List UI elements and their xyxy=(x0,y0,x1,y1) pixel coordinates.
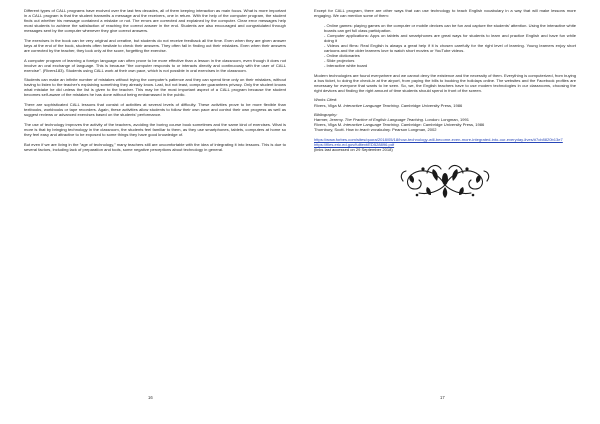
bibliography-entry-harmer: Harmer, Jeremy. The Practice of English Language Teaching. London: Longman, 1991 xyxy=(314,117,470,123)
link-forbes[interactable]: https://www.forbes.com/sites/quora/2018/05/18/how-technology-will-become-even-more-integrated-into-our-everyday-lives/#7cb8820b13e7 xyxy=(314,136,563,142)
links-accessed-note: (links last accessed on 29 September 2018) xyxy=(314,147,393,153)
paragraph-book-exercises: The exercises in the book can be very original and creative, but students do not receive feedback all the time. Even when they are given answer keys at the end of the book, students often hesitate to check their answers. They often fail in finding out their mistakes. Even when their answers are corrected by the teacher, they look only at the score, forgetting the exercise. xyxy=(24,37,286,53)
ornament-container xyxy=(314,157,576,201)
link-eric[interactable]: https://files.eric.ed.gov/fulltext/ED528896.pdf xyxy=(314,142,395,147)
list-item-slide-projectors: - Slide projectors xyxy=(324,58,355,64)
bibliography-entry-thornbury: Thornbury, Scott. How to teach vocabulary. Pearson Longman, 2002 xyxy=(314,127,437,133)
paragraph-computer-effective: A computer program of learning a foreign language can often prove to be more effective than a lesson in the classroom, even though it does not involve an oral exchange of language. This is because "the computer responds to or interacts directly and continuously with the user of CALL exercise". (Rivers183). Students using CALL work at their own pace, which is not possible in oral exercises in the classroom. xyxy=(24,57,286,73)
bibliography-entry-rivers: Rivers, Vilga M. Interactive Language Teaching. Cambridge: Cambridge University Press, 1986 xyxy=(314,122,485,128)
paragraph-technology-use: The use of technology improves the activity of the teachers, avoiding the boring course book sometimes and the same kind of exercises. What is more is that by bringing technology in the classroom, the students feel familiar to them, as they use smartphones, tablets, computers at home so they feel easy and attractive to be exposed to some things they have good knowledge of. xyxy=(24,121,286,137)
decorative-floral-scroll-icon xyxy=(397,157,493,201)
works-cited-entry: Rivers, Vilga M. Interactive Language Teaching. Cambridge University Press, 1986 xyxy=(314,102,463,108)
works-cited-heading: Works Cited: xyxy=(314,97,338,103)
page-number-right: 17 xyxy=(440,395,445,400)
bibliography-heading: Bibliography: xyxy=(314,112,338,118)
paragraph-age-of-technology: But even if we are living in the "age of technology," many teachers still are uncomfortable with the idea of integrating it into lessons. This is due to several factors, including lack of preparation and tools, some negative perceptions about technology in general. xyxy=(24,141,286,152)
right-page xyxy=(300,0,600,424)
paragraph-modern-technologies: Modern technologies are found everywhere and we cannot deny the existence and the necessity of them. Everything is computerized, from buying a bus ticket, to doing the check-in at the airport, from paying the bills to booking the holidays online. The websites and the Facebook profiles are necessary for everyone that wants to be seen. So, we, the English teachers have to use modern technologies in our classrooms, choosing the right devices and finding the right amount of time students should spend in front of the screen. xyxy=(314,72,576,93)
paragraph-mistakes-privacy: Students can make an infinite number of mistakes without trying the computer's patience and they can spend time only on their mistakes, without having to listen to the teacher's explaining something they already know. Last, but not least, computer guarantees privacy. Only the student knows what mistake he did unless the list is given to the teacher. This may be the most important aspect of a CALL program because the student becomes self-aware of the mistakes he has done without being embarrassed in the public. xyxy=(24,77,286,98)
list-item-interactive-whiteboard: - Interactive white board xyxy=(324,63,368,69)
paragraph-call-programs: Different types of CALL programs have evolved over the last few decades, all of them keeping interaction as main focus. What is more important in a CALL program is that the student transmits a message and the receivers, one in return. With the help of the computer program, the student finds out whether his message contained a mistake or not. The errors are corrected and explained by the computer. Clear error messages help most students to achieve the satisfaction of reaching the correct answer in the end. Students are also encouraged and congratulated through messages sent by the computer whenever they give correct answers. xyxy=(24,8,286,34)
paragraph-sophisticated-lessons: There are sophisticated CALL lessons that consist of activities at several levels of difficulty. These activities prove to be more flexible than textbooks, workbooks or tape recorders. Again, these activities allow students to follow their own pace and control their own progress as well as suggest reviews or advanced exercises based on the students' performance. xyxy=(24,102,286,118)
list-item-online-dictionaries: - Online dictionaries xyxy=(324,52,360,58)
paragraph-other-ways: Except for CALL program, there are other ways that can use technology to teach English vocabulary in a way that will make lessons more engaging. We can mention some of them: xyxy=(314,8,576,19)
page-number-left: 16 xyxy=(148,395,153,400)
list-item-online-games: - Online games: playing games on the computer or mobile devices can be fun and capture the students' attention. Using the interactive white boards can get full class participation. xyxy=(324,22,576,33)
list-item-computer-apps: - Computer applications: Apps on tablets and smartphones are great ways for students to learn and practice English and have fun while doing it xyxy=(324,32,576,43)
list-item-videos-films: - Videos and films: Real English is always a great help if it is chosen carefully for the right level of learning. Young learners enjoy short cartoons and the older learners love to watch short movies or YouTube videos. xyxy=(324,42,576,53)
